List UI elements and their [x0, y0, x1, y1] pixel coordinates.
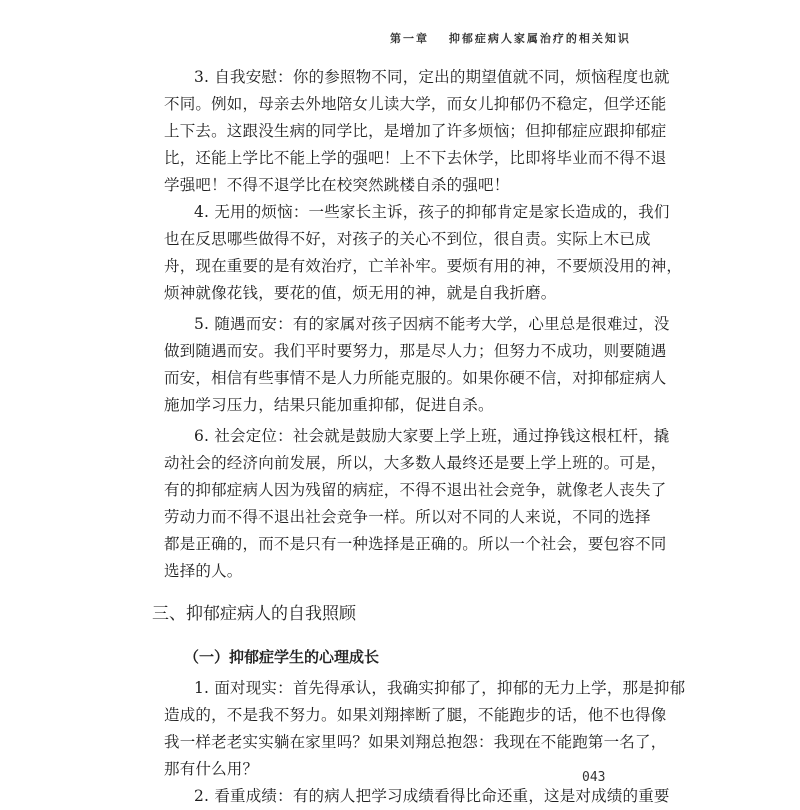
text-line: 也在反思哪些做得不好，对孩子的关心不到位，很自责。实际上木已成: [164, 230, 651, 248]
page-number: 043: [582, 770, 606, 785]
text-line: 6. 社会定位：社会就是鼓励大家要上学上班，通过挣钱这根杠杆，撬: [194, 427, 670, 445]
text-line: 劳动力而不得不退出社会竞争一样。所以对不同的人来说，不同的选择: [164, 508, 651, 526]
paragraph-5: [164, 311, 670, 419]
subsection-heading: （一）抑郁症学生的心理成长: [184, 648, 380, 666]
paragraph-4: [164, 199, 683, 307]
text-line: 造成的，不是我不努力。如果刘翔摔断了腿，不能跑步的话，他不也得像: [164, 706, 667, 724]
text-line: 比，还能上学比不能上学的强吧！上不下去休学，比即将毕业而不得不退: [164, 149, 667, 167]
text-line: 有的抑郁症病人因为残留的病症，不得不退出社会竞争，就像老人丧失了: [164, 481, 667, 499]
text-line: 施加学习压力，结果只能加重抑郁，促进自杀。: [164, 396, 494, 414]
section-paragraph-2: [164, 783, 670, 810]
text-line: 都是正确的，而不是只有一种选择是正确的。所以一个社会，要包容不同: [164, 535, 667, 553]
paragraph-6: [164, 423, 670, 585]
page-body: [152, 64, 686, 810]
section-paragraph-1: [164, 675, 686, 783]
text-line: 学强吧！不得不退学比在校突然跳楼自杀的强吧！: [164, 176, 510, 194]
text-line: 上下去。这跟没生病的同学比，是增加了许多烦恼；但抑郁症应跟抑郁症: [164, 122, 667, 140]
running-head-chapter: 第一章: [390, 32, 429, 45]
text-line: 做到随遇而安。我们平时要努力，那是尽人力；但努力不成功，则要随遇: [164, 342, 667, 360]
text-line: 烦神就像花钱，要花的值，烦无用的神，就是自我折磨。: [164, 284, 557, 302]
text-line: 2. 看重成绩：有的病人把学习成绩看得比命还重，这是对成绩的重要: [194, 787, 670, 805]
text-line: 我一样老老实实躺在家里吗？如果刘翔总抱怨：我现在不能跑第一名了，: [164, 733, 667, 751]
running-head-title: 抑郁症病人家属治疗的相关知识: [448, 32, 631, 45]
text-line: 3. 自我安慰：你的参照物不同，定出的期望值就不同，烦恼程度也就: [194, 68, 670, 86]
text-line: 5. 随遇而安：有的家属对孩子因病不能考大学，心里总是很难过，没: [194, 315, 670, 333]
text-line: 1. 面对现实：首先得承认，我确实抑郁了，抑郁的无力上学，那是抑郁: [194, 679, 686, 697]
text-line: 那有什么用？: [164, 760, 259, 778]
paragraph-3: [164, 64, 670, 199]
text-line: 不同。例如，母亲去外地陪女儿读大学，而女儿抑郁仍不稳定，但学还能: [164, 95, 667, 113]
text-line: 4. 无用的烦恼：一些家长主诉，孩子的抑郁肯定是家长造成的，我们: [194, 203, 670, 221]
text-line: 选择的人。: [164, 562, 243, 580]
section-heading: 三、抑郁症病人的自我照顾: [152, 604, 356, 624]
text-line: 舟，现在重要的是有效治疗，亡羊补牢。要烦有用的神，不要烦没用的神，: [164, 257, 683, 275]
running-head: [390, 30, 631, 46]
text-line: 动社会的经济向前发展，所以，大多数人最终还是要上学上班的。可是，: [164, 454, 667, 472]
text-line: 而安，相信有些事情不是人力所能克服的。如果你硬不信，对抑郁症病人: [164, 369, 667, 387]
